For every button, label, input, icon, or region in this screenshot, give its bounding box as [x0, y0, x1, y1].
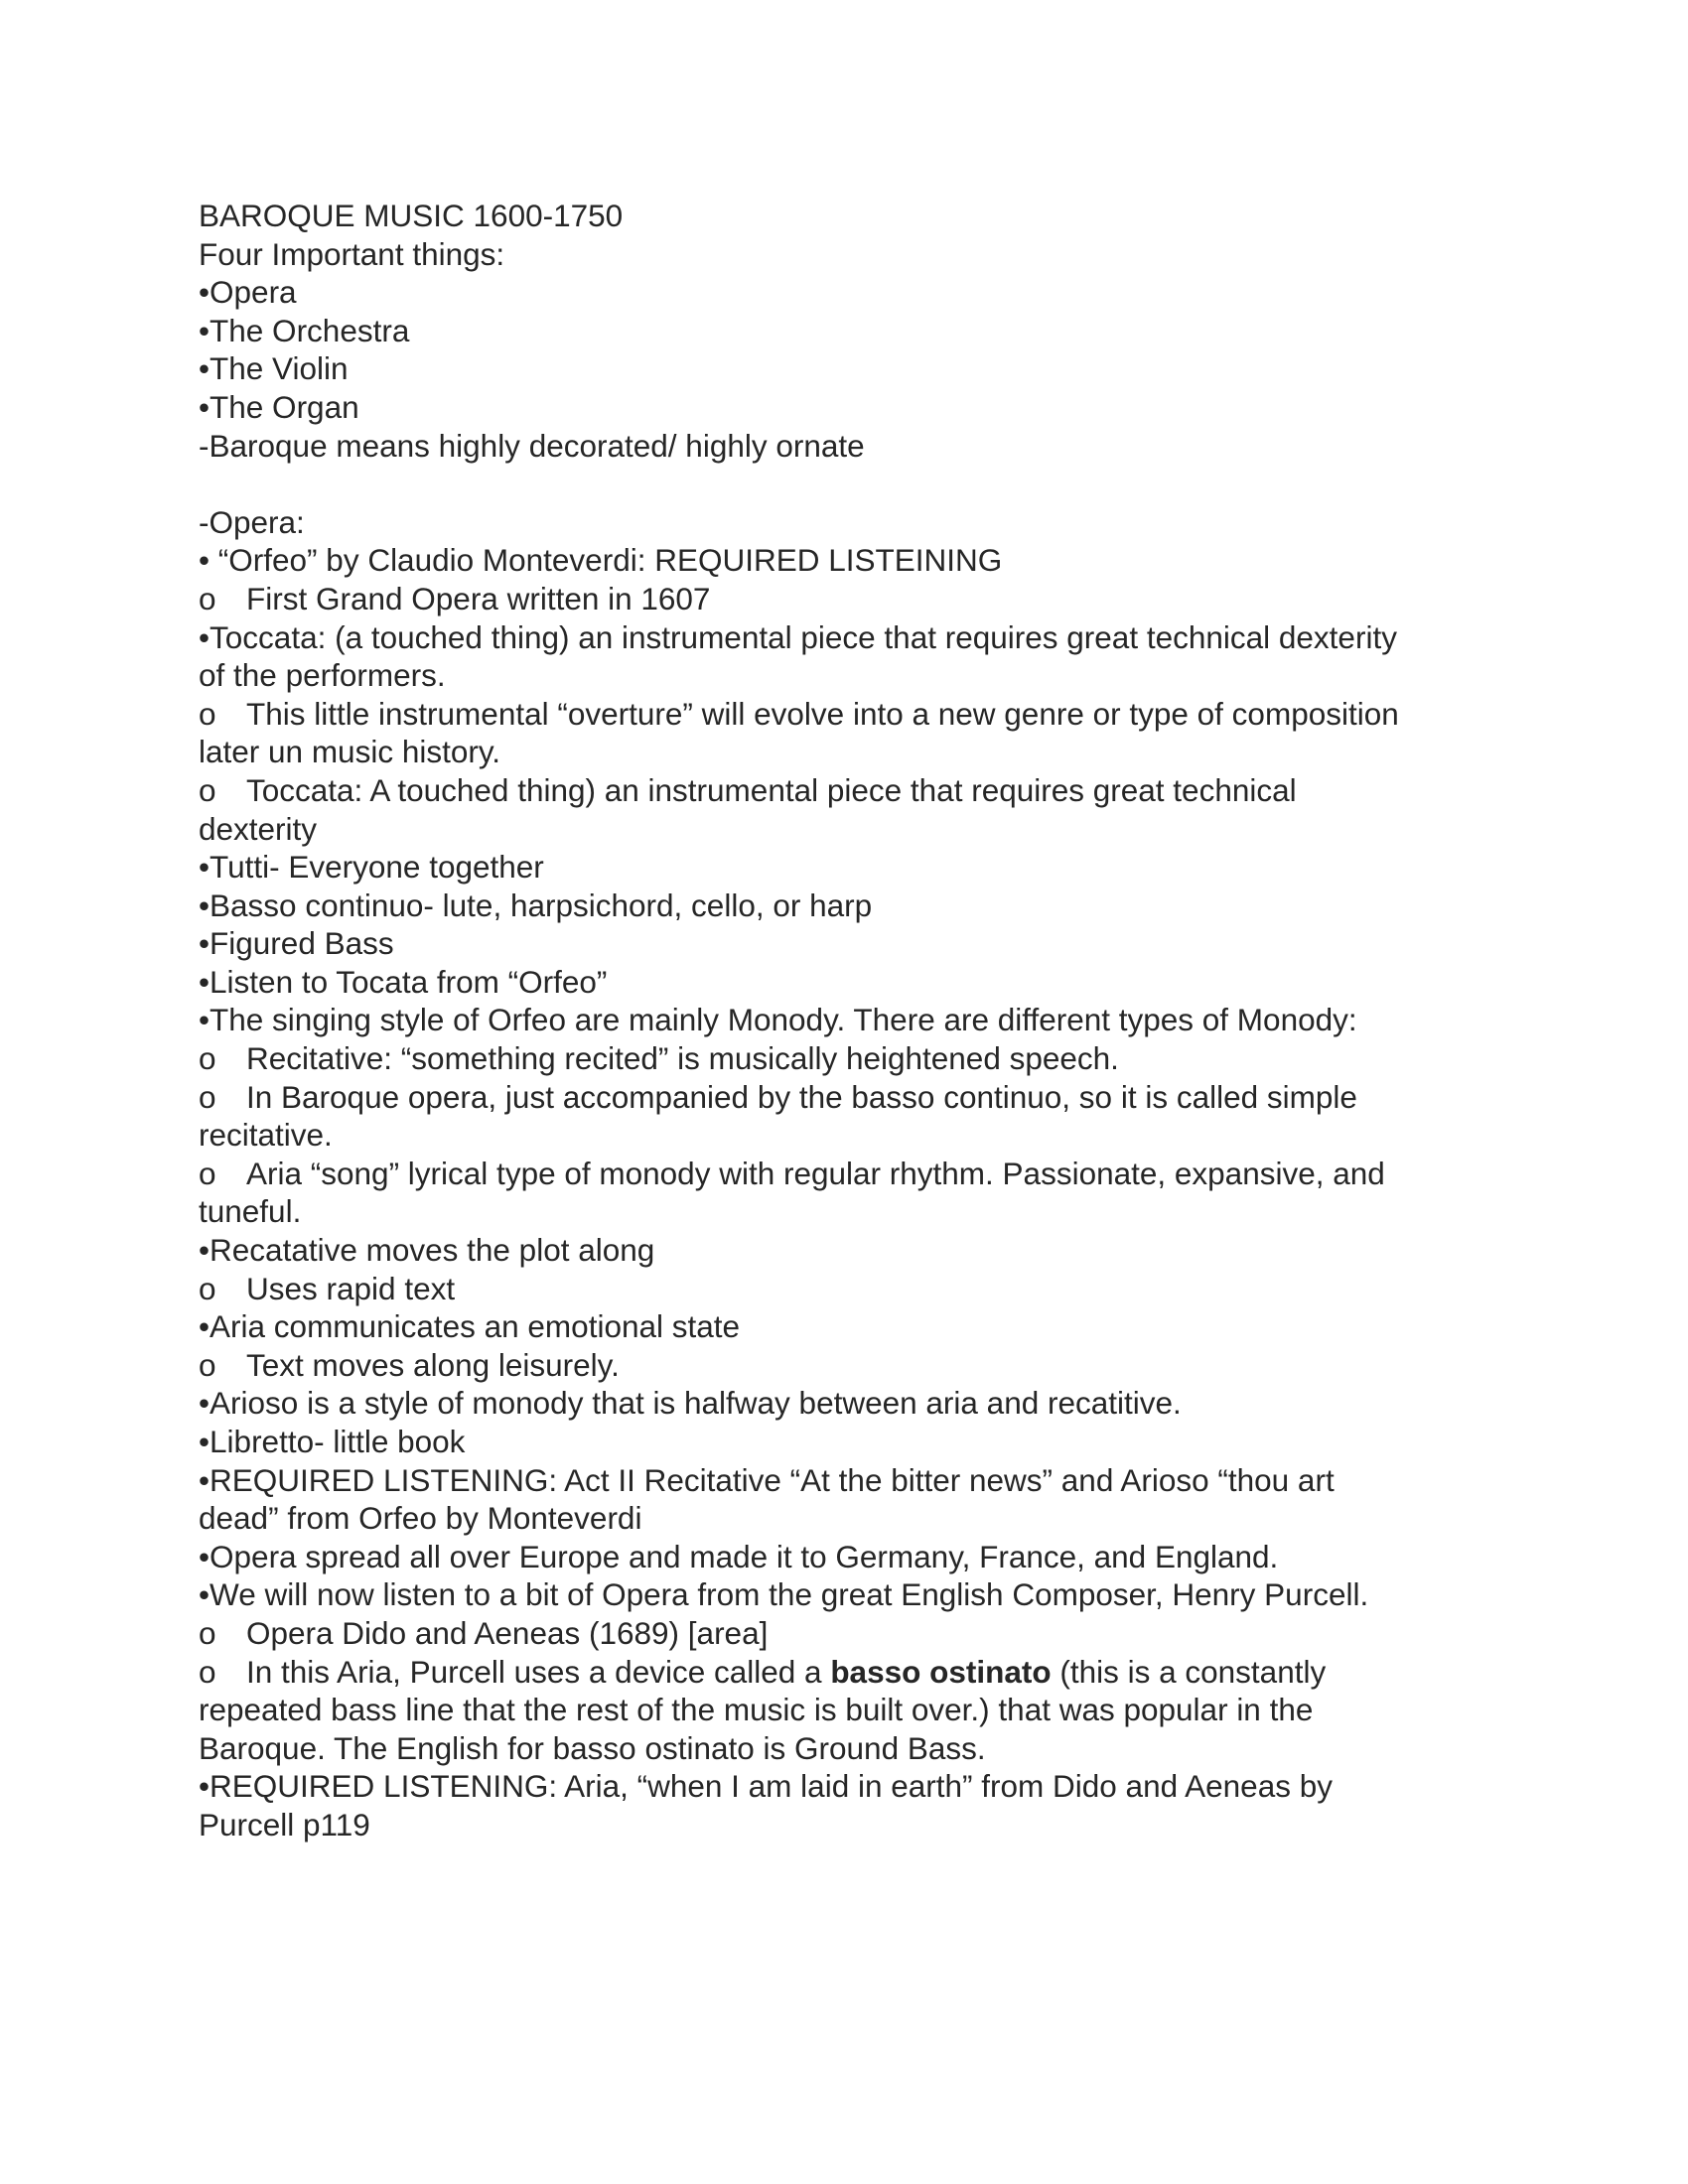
sub-glyph: o	[199, 1346, 216, 1383]
bullet-item: •REQUIRED LISTENING: Aria, “when I am laid in earth” from Dido and Aeneas by	[199, 1768, 1333, 1805]
sub-glyph: o	[199, 695, 216, 732]
opera-heading: -Opera:	[199, 503, 305, 540]
bullet-item-continuation: Purcell p119	[199, 1806, 370, 1843]
sub-item-continuation: dexterity	[199, 810, 318, 847]
sub-item: o First Grand Opera written in 1607	[199, 580, 711, 616]
sub-glyph: o	[199, 1155, 216, 1191]
bullet-glyph: •	[199, 1002, 211, 1038]
intro-item: •The Orchestra	[199, 312, 410, 348]
sub-glyph: o	[199, 1653, 216, 1690]
sub-glyph: o	[199, 1614, 216, 1651]
intro-item: •Opera	[199, 274, 297, 311]
intro-item: •The Violin	[199, 350, 349, 387]
sub-item: o In this Aria, Purcell uses a device called a basso ostinato (this is a constantly	[199, 1653, 1327, 1690]
bullet-glyph: •	[199, 350, 211, 387]
bullet-glyph: •	[199, 542, 211, 579]
bullet-glyph: •	[199, 274, 211, 311]
bullet-item: •Libretto- little book	[199, 1424, 466, 1459]
bullet-item: •Opera spread all over Europe and made it to Germany, France, and England.	[199, 1538, 1279, 1574]
bullet-glyph: •	[199, 312, 211, 348]
sub-item: o Toccata: A touched thing) an instrumental piece that requires great technical	[199, 771, 1297, 808]
bullet-item: •Tutti- Everyone together	[199, 849, 544, 886]
document-page	[199, 197, 1489, 1844]
intro-heading: Four Important things:	[199, 235, 505, 272]
sub-glyph: o	[199, 580, 216, 616]
bullet-glyph: •	[199, 1232, 211, 1269]
bullet-glyph: •	[199, 1576, 211, 1613]
bullet-glyph: •	[199, 1385, 211, 1422]
bullet-item: •Recatative moves the plot along	[199, 1232, 655, 1269]
bullet-glyph: •	[199, 388, 211, 425]
sub-item-continuation: repeated bass line that the rest of the music is built over.) that was popular in the	[199, 1692, 1314, 1728]
bullet-item-continuation: of the performers.	[199, 657, 446, 694]
bullet-item: •Toccata: (a touched thing) an instrumental piece that requires great technical dexterity	[199, 618, 1397, 655]
sub-item: o Recitative: “something recited” is musically heightened speech.	[199, 1040, 1119, 1077]
bullet-item: •Figured Bass	[199, 925, 394, 962]
bullet-item: •We will now listen to a bit of Opera from the great English Composer, Henry Purcell.	[199, 1576, 1369, 1613]
basso-ostinato-term: basso ostinato	[830, 1653, 1052, 1690]
bullet-item: • “Orfeo” by Claudio Monteverdi: REQUIRED LISTEINING	[199, 542, 1003, 579]
sub-glyph: o	[199, 1040, 216, 1077]
sub-glyph: o	[199, 1078, 216, 1115]
document-title: BAROQUE MUSIC 1600-1750	[199, 198, 624, 233]
sub-item: o Uses rapid text	[199, 1270, 456, 1306]
bullet-item: •REQUIRED LISTENING: Act II Recitative “At the bitter news” and Arioso “thou art	[199, 1461, 1335, 1498]
bullet-glyph: •	[199, 1308, 211, 1345]
bullet-glyph: •	[199, 1424, 211, 1459]
bullet-item: •The singing style of Orfeo are mainly Monody. There are different types of Monody:	[199, 1002, 1357, 1038]
sub-item-continuation: Baroque. The English for basso ostinato is Ground Bass.	[199, 1729, 986, 1766]
blank-line	[199, 465, 1489, 503]
sub-item: o This little instrumental “overture” will evolve into a new genre or type of composition	[199, 695, 1399, 732]
bullet-item: •Aria communicates an emotional state	[199, 1308, 741, 1345]
bullet-glyph: •	[199, 1538, 211, 1574]
bullet-glyph: •	[199, 887, 211, 923]
bullet-glyph: •	[199, 963, 211, 1000]
intro-item: •The Organ	[199, 388, 359, 425]
sub-item-continuation: later un music history.	[199, 734, 501, 770]
bullet-glyph: •	[199, 1461, 211, 1498]
bullet-glyph: •	[199, 849, 211, 886]
bullet-glyph: •	[199, 618, 211, 655]
sub-item-continuation: recitative.	[199, 1117, 333, 1154]
intro-note: -Baroque means highly decorated/ highly ornate	[199, 427, 865, 464]
bullet-item: •Arioso is a style of monody that is halfway between aria and recatitive.	[199, 1385, 1182, 1422]
sub-item: o Text moves along leisurely.	[199, 1346, 620, 1383]
sub-glyph: o	[199, 1270, 216, 1306]
sub-item: o In Baroque opera, just accompanied by the basso continuo, so it is called simple	[199, 1078, 1357, 1115]
bullet-item-continuation: dead” from Orfeo by Monteverdi	[199, 1500, 642, 1537]
sub-item: o Opera Dido and Aeneas (1689) [area]	[199, 1614, 769, 1651]
sub-item-continuation: tuneful.	[199, 1193, 302, 1230]
bullet-glyph: •	[199, 925, 211, 962]
bullet-item: •Listen to Tocata from “Orfeo”	[199, 963, 608, 1000]
bullet-item: •Basso continuo- lute, harpsichord, cello, or harp	[199, 887, 873, 923]
sub-item: o Aria “song” lyrical type of monody with regular rhythm. Passionate, expansive, and	[199, 1155, 1385, 1191]
bullet-glyph: •	[199, 1768, 211, 1805]
sub-glyph: o	[199, 771, 216, 808]
